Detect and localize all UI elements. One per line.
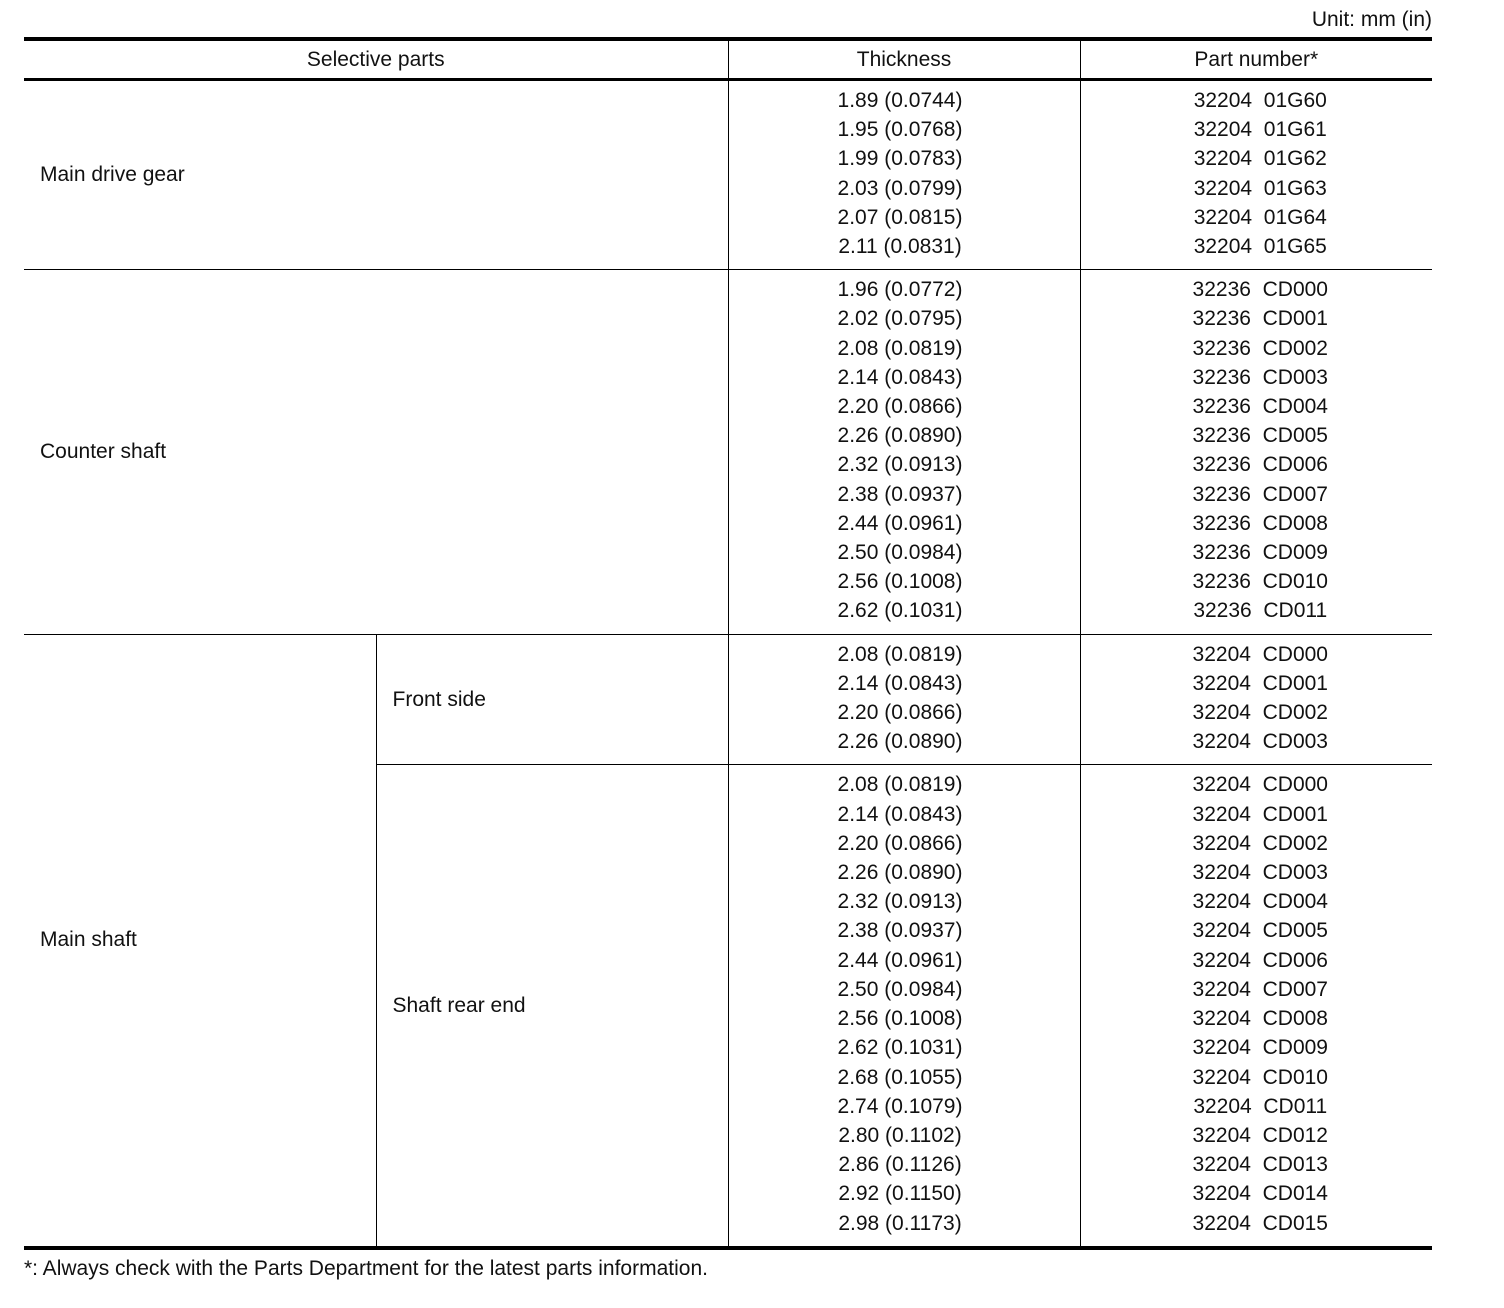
thickness-value: 2.62 (0.1031) xyxy=(837,599,963,623)
thickness-value: 2.20 (0.0866) xyxy=(837,831,963,855)
part-number-list xyxy=(1080,634,1432,765)
thickness-value: 2.32 (0.0913) xyxy=(837,890,963,914)
thickness-value: 2.08 (0.0819) xyxy=(837,336,963,360)
part-number-value: 32204 01G65 xyxy=(1193,235,1327,259)
part-number-value: 32204 CD006 xyxy=(1192,948,1328,972)
part-number-value: 32236 CD001 xyxy=(1192,307,1328,331)
part-number-value: 32204 CD002 xyxy=(1192,701,1328,725)
part-number-value: 32236 CD005 xyxy=(1192,424,1328,448)
part-number-value: 32236 CD008 xyxy=(1192,511,1328,535)
footnote: *: Always check with the Parts Department for the latest parts information. xyxy=(24,1257,708,1280)
table-row-main-drive-gear xyxy=(24,80,1432,270)
thickness-value: 2.11 (0.0831) xyxy=(838,235,962,259)
part-number-value: 32204 01G61 xyxy=(1193,118,1327,142)
thickness-value: 2.68 (0.1055) xyxy=(837,1065,963,1089)
part-number-value: 32204 01G60 xyxy=(1193,89,1327,112)
thickness-value: 2.38 (0.0937) xyxy=(837,919,963,943)
part-number-value: 32236 CD003 xyxy=(1192,365,1328,389)
part-number-list xyxy=(1080,765,1432,1248)
thickness-value: 2.07 (0.0815) xyxy=(837,205,963,229)
thickness-value: 1.96 (0.0772) xyxy=(837,278,963,302)
thickness-value: 2.20 (0.0866) xyxy=(837,701,963,725)
thickness-value: 2.56 (0.1008) xyxy=(837,570,963,594)
thickness-list xyxy=(728,634,1080,765)
part-number-value: 32204 CD001 xyxy=(1192,802,1328,826)
thickness-value: 2.50 (0.0984) xyxy=(837,541,963,565)
thickness-value: 2.08 (0.0819) xyxy=(837,773,963,797)
header-selective-parts: Selective parts xyxy=(24,39,728,80)
thickness-value: 2.14 (0.0843) xyxy=(837,671,963,695)
header-row xyxy=(24,39,1432,80)
part-label-main-drive-gear: Main drive gear xyxy=(24,80,728,270)
part-number-value: 32204 CD013 xyxy=(1192,1153,1328,1177)
part-number-value: 32204 CD010 xyxy=(1192,1065,1328,1089)
header-part-number: Part number* xyxy=(1080,39,1432,80)
unit-label: Unit: mm (in) xyxy=(1311,8,1432,31)
thickness-value: 2.32 (0.0913) xyxy=(837,453,963,477)
part-number-value: 32204 CD002 xyxy=(1192,831,1328,855)
part-number-value: 32204 CD015 xyxy=(1192,1211,1328,1235)
part-number-value: 32204 01G62 xyxy=(1193,147,1327,171)
thickness-value: 2.38 (0.0937) xyxy=(837,482,963,506)
part-number-value: 32236 CD004 xyxy=(1192,395,1328,419)
part-number-value: 32236 CD011 xyxy=(1193,599,1328,623)
part-number-value: 32204 CD001 xyxy=(1192,671,1328,695)
part-number-value: 32204 CD009 xyxy=(1192,1036,1328,1060)
thickness-value: 2.02 (0.0795) xyxy=(837,307,963,331)
part-number-list xyxy=(1080,80,1432,270)
part-number-value: 32204 01G64 xyxy=(1193,205,1327,229)
thickness-value: 2.50 (0.0984) xyxy=(837,977,963,1001)
part-number-value: 32204 CD000 xyxy=(1192,642,1328,666)
thickness-value: 2.26 (0.0890) xyxy=(837,861,963,885)
header-thickness: Thickness xyxy=(728,39,1080,80)
part-number-value: 32204 CD005 xyxy=(1192,919,1328,943)
part-number-value: 32236 CD007 xyxy=(1192,482,1328,506)
part-number-value: 32204 CD012 xyxy=(1192,1123,1328,1147)
thickness-value: 2.56 (0.1008) xyxy=(837,1007,963,1031)
table-row-main-shaft-front-side xyxy=(24,634,1432,765)
part-number-value: 32204 CD003 xyxy=(1192,730,1328,754)
thickness-value: 2.86 (0.1126) xyxy=(838,1153,962,1177)
part-number-value: 32236 CD010 xyxy=(1192,570,1328,594)
thickness-value: 2.03 (0.0799) xyxy=(837,176,963,200)
sub-label-shaft-rear-end: Shaft rear end xyxy=(376,765,728,1248)
thickness-value: 2.20 (0.0866) xyxy=(837,395,963,419)
thickness-value: 2.14 (0.0843) xyxy=(837,802,963,826)
thickness-list xyxy=(728,270,1080,634)
part-label-main-shaft: Main shaft xyxy=(24,634,376,1248)
part-number-value: 32236 CD006 xyxy=(1192,453,1328,477)
thickness-value: 2.62 (0.1031) xyxy=(837,1036,963,1060)
part-number-value: 32204 CD000 xyxy=(1192,773,1328,797)
part-number-value: 32204 CD007 xyxy=(1192,977,1328,1001)
part-number-value: 32204 CD008 xyxy=(1192,1007,1328,1031)
thickness-value: 2.92 (0.1150) xyxy=(838,1182,962,1206)
thickness-value: 2.26 (0.0890) xyxy=(837,730,963,754)
thickness-value: 1.99 (0.0783) xyxy=(837,147,963,171)
thickness-value: 2.14 (0.0843) xyxy=(837,365,963,389)
thickness-value: 2.08 (0.0819) xyxy=(837,642,963,666)
part-number-value: 32204 CD011 xyxy=(1193,1094,1328,1118)
thickness-value: 2.44 (0.0961) xyxy=(837,511,963,535)
thickness-value: 1.95 (0.0768) xyxy=(837,118,963,142)
thickness-value: 2.98 (0.1173) xyxy=(838,1211,962,1235)
part-number-value: 32204 CD004 xyxy=(1192,890,1328,914)
thickness-value: 2.26 (0.0890) xyxy=(837,424,963,448)
table-row-counter-shaft xyxy=(24,270,1432,634)
part-number-value: 32204 01G63 xyxy=(1193,176,1327,200)
thickness-list xyxy=(728,80,1080,270)
part-number-value: 32204 CD014 xyxy=(1192,1182,1328,1206)
part-label-counter-shaft: Counter shaft xyxy=(24,270,728,634)
sub-label-front-side: Front side xyxy=(376,634,728,765)
part-number-value: 32236 CD000 xyxy=(1192,278,1328,302)
thickness-value: 2.80 (0.1102) xyxy=(838,1123,962,1147)
thickness-value: 2.74 (0.1079) xyxy=(837,1094,963,1118)
selective-parts-table xyxy=(24,37,1432,1250)
part-number-value: 32236 CD002 xyxy=(1192,336,1328,360)
thickness-list xyxy=(728,765,1080,1248)
thickness-value: 1.89 (0.0744) xyxy=(837,89,963,112)
part-number-list xyxy=(1080,270,1432,634)
part-number-value: 32236 CD009 xyxy=(1192,541,1328,565)
part-number-value: 32204 CD003 xyxy=(1192,861,1328,885)
thickness-value: 2.44 (0.0961) xyxy=(837,948,963,972)
